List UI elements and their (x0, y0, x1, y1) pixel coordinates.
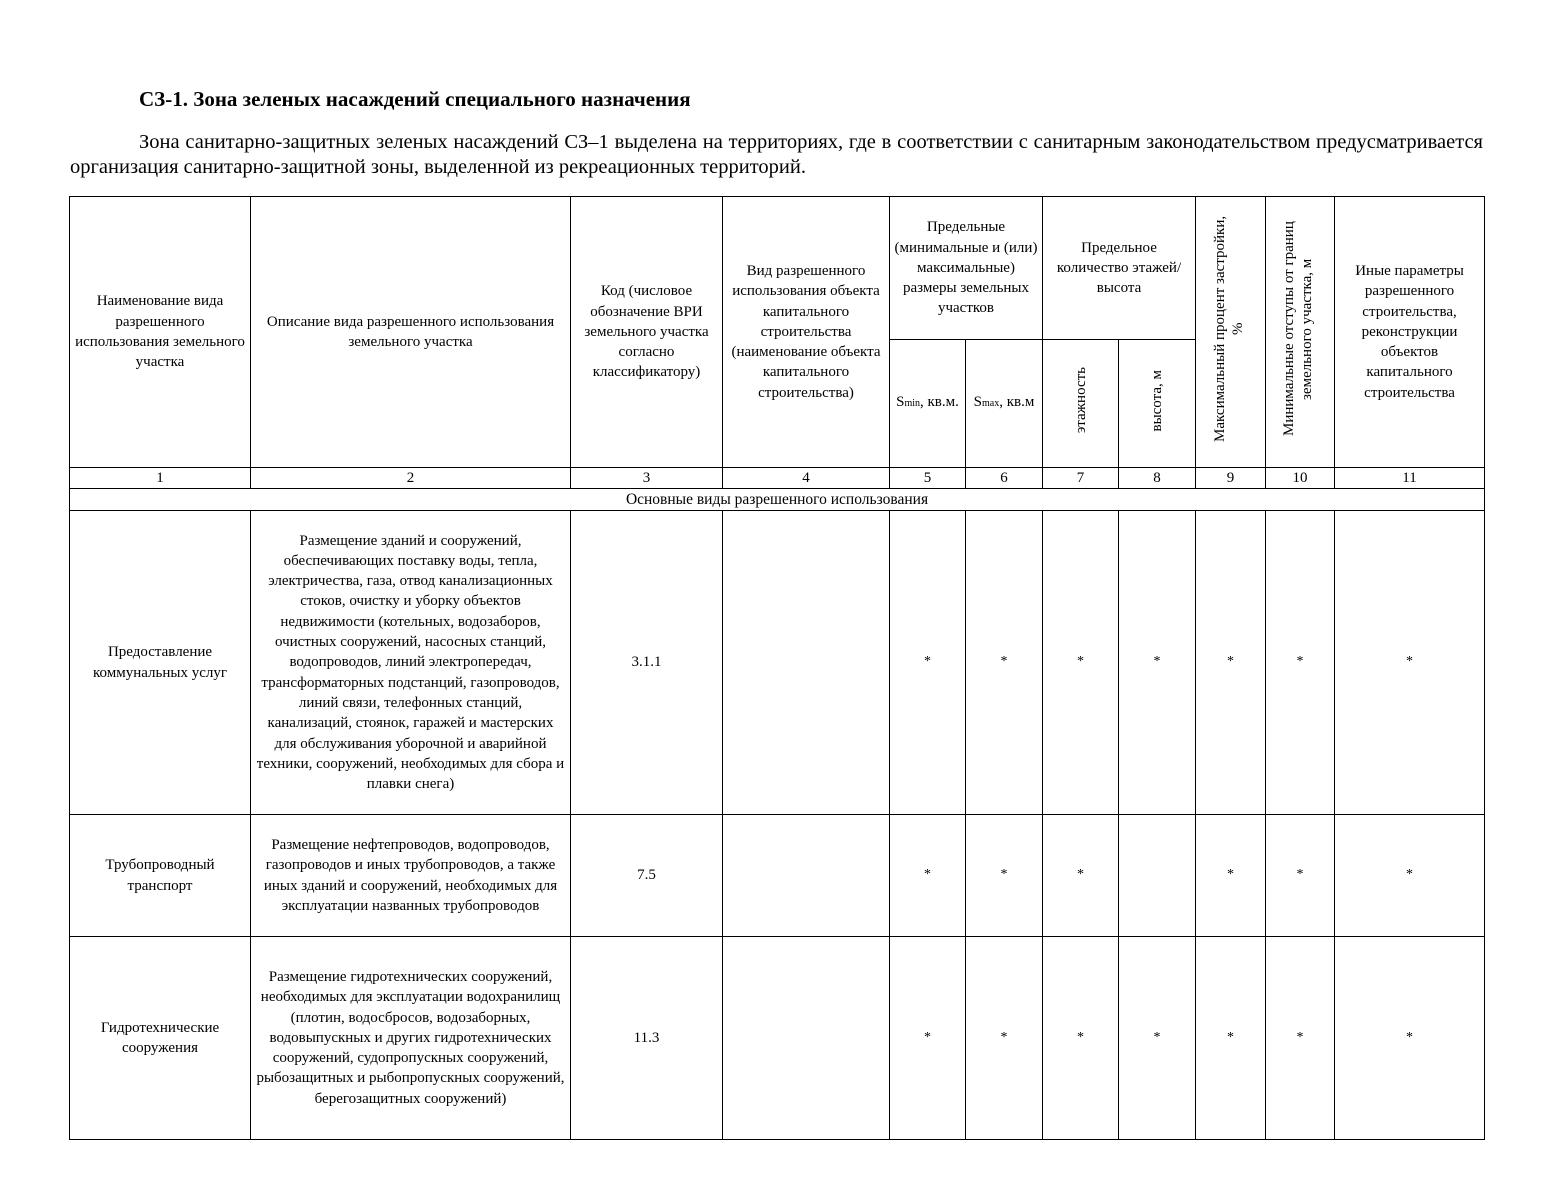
use-name-cell: Предоставление коммунальных услуг (70, 511, 251, 815)
floors-cell: * (1043, 937, 1119, 1140)
coverage-cell: * (1196, 511, 1266, 815)
use-name-cell: Гидротехнические сооружения (70, 937, 251, 1140)
permitted-use-table (69, 196, 1485, 1140)
header-floors (1043, 340, 1119, 468)
group-header-row (70, 489, 1485, 511)
column-number: 11 (1335, 468, 1485, 489)
column-number: 5 (890, 468, 966, 489)
header-smin (890, 340, 966, 468)
other-params-cell: * (1335, 511, 1485, 815)
smin-cell: * (890, 815, 966, 937)
header-use-name: Наименование вида разрешенного использования земельного участка (70, 197, 251, 468)
smax-cell: * (966, 937, 1043, 1140)
header-other-params: Иные параметры разрешенного строительства, реконструкции объектов капитального строительства (1335, 197, 1485, 468)
use-code-cell: 11.3 (571, 937, 723, 1140)
use-description-cell: Размещение гидротехнических сооружений, необходимых для эксплуатации водохранилищ (плотин, водосбросов, водозаборных, водовыпускных и других гидротехнических сооружений, судопропускных сооружений, рыбозащитных и рыбопропускных сооружений, берегозащитных сооружений) (251, 937, 571, 1140)
oks-use-cell (723, 815, 890, 937)
other-params-cell: * (1335, 937, 1485, 1140)
column-number: 10 (1266, 468, 1335, 489)
header-min-setbacks-label: Минимальные отступы от границ земельного участка, м (1281, 221, 1316, 437)
header-max-coverage (1196, 197, 1266, 468)
header-smax-unit: , кв.м (999, 394, 1035, 411)
column-number: 2 (251, 468, 571, 489)
use-code-cell: 3.1.1 (571, 511, 723, 815)
table-row (70, 511, 1485, 815)
smin-cell: * (890, 937, 966, 1140)
column-number: 3 (571, 468, 723, 489)
use-description-cell: Размещение зданий и сооружений, обеспечивающих поставку воды, тепла, электричества, газа, отвод канализационных стоков, очистку и уборку объектов недвижимости (котельных, водозаборов, очистных сооружений, насосных станций, водопроводов, линий электропередач, трансформаторных подстанций, газопроводов, линий связи, телефонных станций, канализаций, стоянок, гаражей и мастерских для обслуживания уборочной и аварийной техники, сооружений, необходимых для сбора и плавки снега) (251, 511, 571, 815)
height-cell: * (1119, 511, 1196, 815)
header-height (1119, 340, 1196, 468)
coverage-cell: * (1196, 815, 1266, 937)
setback-cell: * (1266, 815, 1335, 937)
smax-cell: * (966, 815, 1043, 937)
setback-cell: * (1266, 511, 1335, 815)
header-plot-size-limits: Предельные (минимальные и (или) максимальные) размеры земельных участков (890, 197, 1043, 340)
column-number-row (70, 468, 1485, 489)
smin-cell: * (890, 511, 966, 815)
height-cell (1119, 815, 1196, 937)
header-max-coverage-label: Максимальный процент застройки, % (1211, 215, 1246, 442)
use-description-cell: Размещение нефтепроводов, водопроводов, газопроводов и иных трубопроводов, а также иных зданий и сооружений, необходимых для эксплуатации названных трубопроводов (251, 815, 571, 937)
other-params-cell: * (1335, 815, 1485, 937)
oks-use-cell (723, 937, 890, 1140)
header-use-code: Код (числовое обозначение ВРИ земельного участка согласно классификатору) (571, 197, 723, 468)
floors-cell: * (1043, 511, 1119, 815)
header-height-label: высота, м (1149, 369, 1166, 432)
header-floors-height: Предельное количество этажей/высота (1043, 197, 1196, 340)
zone-title: СЗ-1. Зона зеленых насаждений специального назначения (139, 87, 691, 111)
coverage-cell: * (1196, 937, 1266, 1140)
zone-intro-paragraph: Зона санитарно-защитных зеленых насаждений СЗ–1 выделена на территориях, где в соответствии с санитарным законодательством предусматривается организация санитарно-защитной зоны, выделенной из рекреационных территорий. (70, 131, 1483, 178)
header-floors-label: этажность (1072, 367, 1089, 434)
header-smax (966, 340, 1043, 468)
header-smax-symbol: S (973, 394, 982, 411)
smax-cell: * (966, 511, 1043, 815)
table-row (70, 815, 1485, 937)
height-cell: * (1119, 937, 1196, 1140)
header-oks-use: Вид разрешенного использования объекта капитального строительства (наименование объекта капитального строительства) (723, 197, 890, 468)
column-number: 7 (1043, 468, 1119, 489)
table-row (70, 937, 1485, 1140)
header-smin-symbol: S (896, 394, 905, 411)
column-number: 8 (1119, 468, 1196, 489)
column-number: 1 (70, 468, 251, 489)
table-header-row (70, 197, 1485, 340)
header-smin-subscript: min (904, 398, 921, 410)
group-title: Основные виды разрешенного использования (70, 489, 1485, 511)
use-name-cell: Трубопроводный транспорт (70, 815, 251, 937)
header-use-description: Описание вида разрешенного использования земельного участка (251, 197, 571, 468)
header-smin-unit: , кв.м. (920, 394, 959, 411)
setback-cell: * (1266, 937, 1335, 1140)
column-number: 6 (966, 468, 1043, 489)
floors-cell: * (1043, 815, 1119, 937)
use-code-cell: 7.5 (571, 815, 723, 937)
header-smax-subscript: max (982, 398, 1000, 410)
column-number: 9 (1196, 468, 1266, 489)
oks-use-cell (723, 511, 890, 815)
header-min-setbacks (1266, 197, 1335, 468)
column-number: 4 (723, 468, 890, 489)
